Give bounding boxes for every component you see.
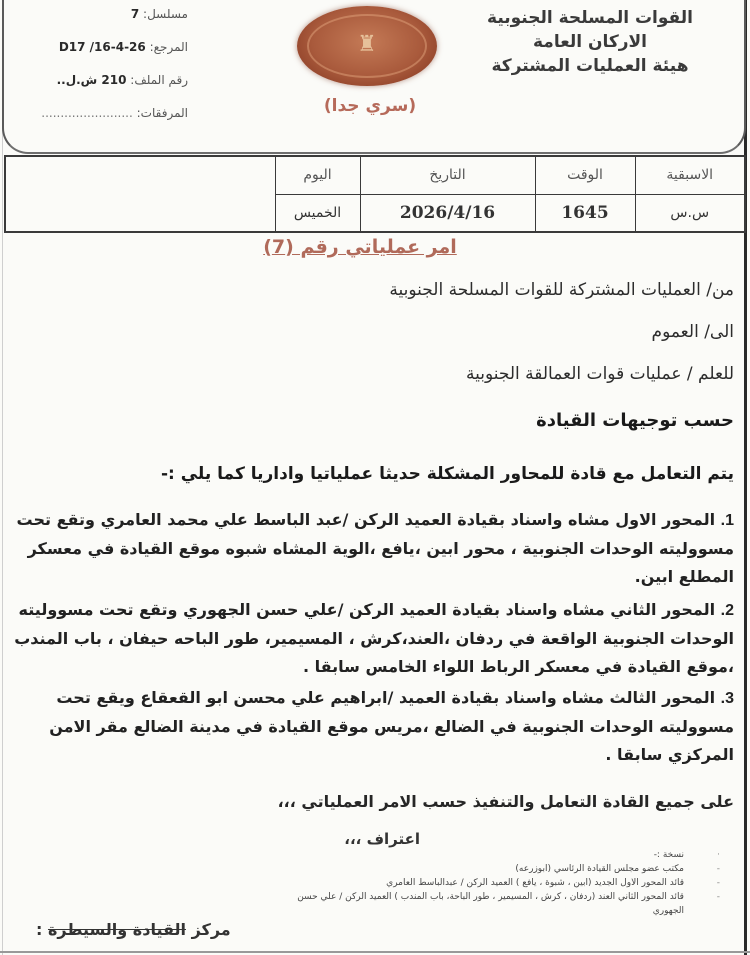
classification-label: (سري جدا) bbox=[323, 96, 417, 116]
document-meta bbox=[38, 2, 188, 134]
routing-to: الى/ العموم bbox=[651, 322, 734, 342]
attachments-label: المرفقات: bbox=[136, 106, 188, 120]
bullet-dot: · bbox=[717, 850, 720, 860]
header-time: الوقت bbox=[535, 156, 635, 194]
bullet-dash: - bbox=[716, 864, 720, 874]
file-number-label: رقم الملف: bbox=[130, 73, 188, 87]
org-line-general-staff: الاركان العامة bbox=[533, 32, 647, 52]
header-date: التاريخ bbox=[360, 156, 535, 194]
copies-list bbox=[270, 848, 720, 918]
serial-label: مسلسل: bbox=[143, 7, 188, 21]
header-priority: الاسبقية bbox=[635, 156, 745, 194]
page-bottom-edge bbox=[0, 951, 750, 953]
copy-entry: - قائد المحور الثاني العند (ردفان ، كرش ، المسيمير ، طور الباحة، باب المندب ) العميد الركن / علي حسن الجهوري bbox=[297, 892, 720, 916]
organization-block bbox=[470, 6, 710, 78]
seal-stamp bbox=[297, 6, 437, 86]
closing-line: على جميع القادة التعامل والتنفيذ حسب الامر العملياتي ،،، bbox=[277, 792, 734, 811]
value-day: الخميس bbox=[275, 194, 360, 232]
page-right-edge bbox=[744, 0, 747, 955]
reference-label: المرجع: bbox=[149, 40, 188, 54]
item-text: المحور الثالث مشاه واسناد بقيادة العميد /ابراهيم علي محسن ابو القعقاع ويقع تحت مسووليته الوحدات الجنوبية في الضالع ،مريس موقع القيادة في مدينة الضالع مقر الامن المركزي سابقا . bbox=[49, 688, 734, 764]
copy-entry: - مكتب عضو مجلس القيادة الرئاسي (ابوزرعه) bbox=[515, 864, 720, 874]
directive-heading: حسب توجيهات القيادة bbox=[536, 410, 734, 431]
info-table-blank-cell bbox=[5, 156, 275, 194]
acknowledgement: اعتراف ،،، bbox=[344, 830, 420, 848]
attachments-value: ........................ bbox=[41, 106, 133, 120]
org-line-forces: القوات المسلحة الجنوبية bbox=[487, 8, 693, 28]
value-time: 1645 bbox=[535, 194, 635, 232]
value-date: 2026/4/16 bbox=[360, 194, 535, 232]
routing-from: من/ العمليات المشتركة للقوات المسلحة الجنوبية bbox=[389, 280, 734, 300]
reference-value: D17 /16-4-26 bbox=[58, 40, 146, 54]
order-item-3 bbox=[12, 684, 734, 769]
bullet-dash: - bbox=[716, 892, 720, 902]
signature-suffix: : bbox=[36, 920, 43, 939]
page-left-edge bbox=[2, 0, 3, 955]
reference-row bbox=[38, 35, 188, 59]
info-table-blank-cell bbox=[5, 194, 275, 232]
item-number: 3. bbox=[720, 690, 734, 707]
item-number: 1. bbox=[720, 512, 734, 529]
file-number-value: 210 ش.ل.. bbox=[56, 73, 127, 87]
order-info-table bbox=[4, 155, 746, 233]
eagle-emblem-icon: ♜ bbox=[357, 32, 377, 57]
file-number-row bbox=[38, 68, 188, 92]
order-title: امر عملياتي رقم (7) bbox=[263, 236, 457, 258]
attachments-row bbox=[38, 101, 188, 125]
copies-heading: · نسخة :- bbox=[653, 850, 720, 860]
signature-struck-text: القيادة والسيطرة bbox=[47, 920, 186, 939]
routing-info: للعلم / عمليات قوات العمالقة الجنوبية bbox=[465, 364, 734, 384]
item-text: المحور الثاني مشاه واسناد بقيادة العميد الركن /علي حسن الجهوري وتقع تحت مسووليته الوحدات الجنوبية الواقعة في ردفان ،العند،كرش ، المسيمير، طور الباحه حيفان ، باب المندب ،موقع القيادة في معسكر الرباط اللواء الخامس سابقا . bbox=[14, 600, 734, 676]
order-item-2 bbox=[12, 596, 734, 681]
header-day: اليوم bbox=[275, 156, 360, 194]
value-priority: س.س bbox=[635, 194, 745, 232]
copy-entry: - قائد المحور الاول الجديد (ابين ، شبوة ، يافع ) العميد الركن / عبدالباسط العامري bbox=[386, 878, 720, 888]
org-line-joint-ops: هيئة العمليات المشتركة bbox=[491, 56, 689, 76]
signature-prefix: مركز bbox=[191, 920, 231, 939]
bullet-dash: - bbox=[716, 878, 720, 888]
order-item-1 bbox=[12, 506, 734, 591]
serial-value: 7 bbox=[130, 7, 140, 21]
item-text: المحور الاول مشاه واسناد بقيادة العميد الركن /عبد الباسط علي محمد العامري وتقع تحت مسووليته الوحدات الجنوبية ، محور ابين ،يافع ،الوية المشاه شبوه موقع القيادة في معسكر المطلع ابين. bbox=[16, 510, 734, 586]
signature-block bbox=[36, 920, 231, 939]
info-table-value-row bbox=[5, 194, 745, 232]
info-table-header-row bbox=[5, 156, 745, 194]
item-number: 2. bbox=[720, 602, 734, 619]
serial-row bbox=[38, 2, 188, 26]
intro-line: يتم التعامل مع قادة للمحاور المشكلة حديثا عملياتيا واداريا كما يلي :- bbox=[160, 464, 734, 484]
